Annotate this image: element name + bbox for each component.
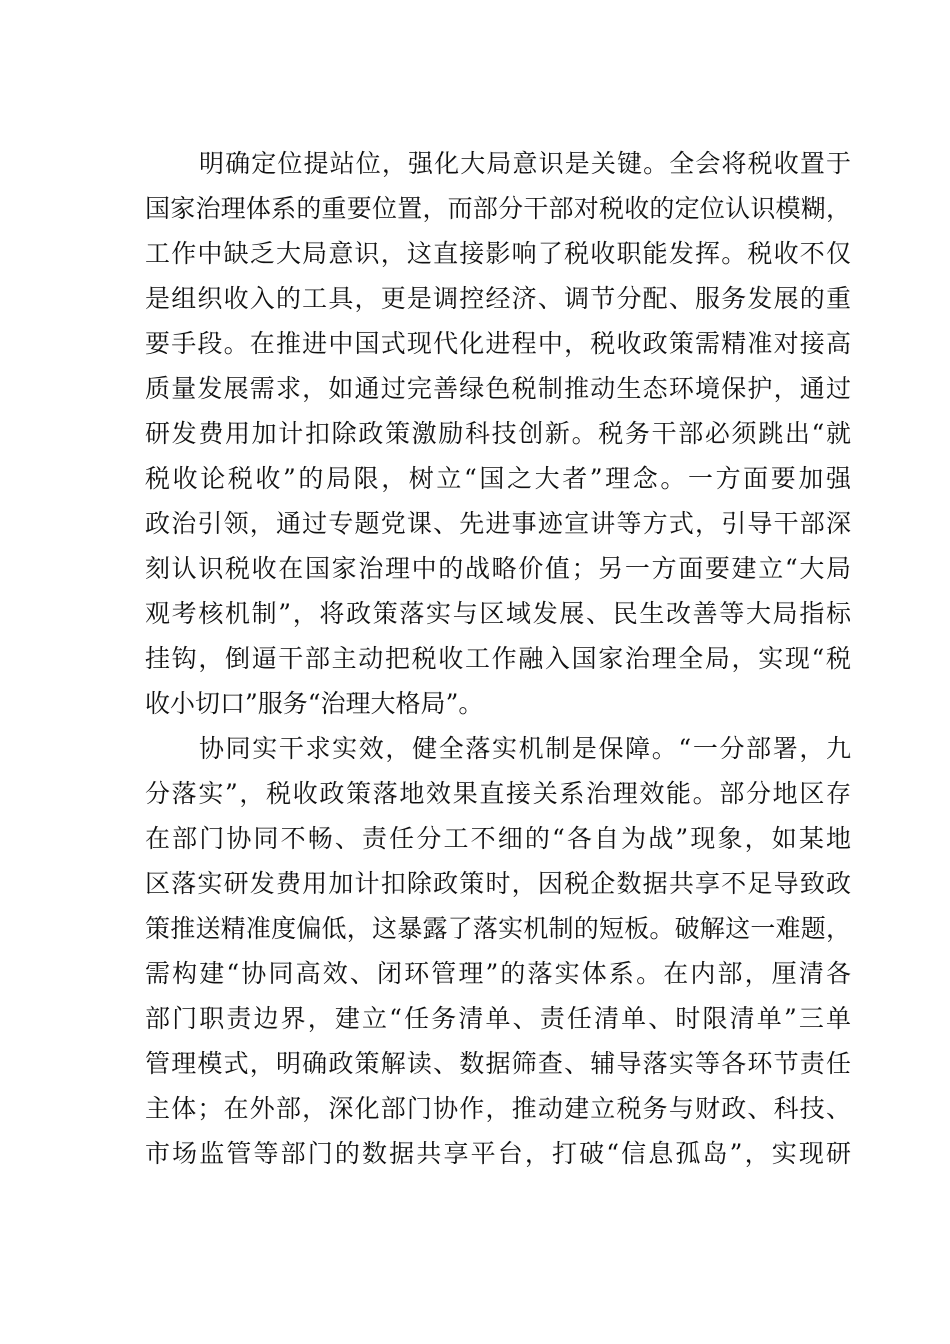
text-line: 策推送精准度偏低，这暴露了落实机制的短板。破解这一难题， bbox=[145, 914, 851, 943]
text-line: 市场监管等部门的数据共享平台，打破“信息孤岛”，实现研 bbox=[145, 1139, 851, 1168]
text-line: 挂钩，倒逼干部主动把税收工作融入国家治理全局，实现“税 bbox=[145, 644, 851, 673]
text-line: 是组织收入的工具，更是调控经济、调节分配、服务发展的重 bbox=[145, 284, 851, 313]
text-line: 研发费用加计扣除政策激励科技创新。税务干部必须跳出“就 bbox=[145, 419, 851, 448]
text-line: 区落实研发费用加计扣除政策时，因税企数据共享不足导致政 bbox=[145, 869, 851, 898]
text-line: 管理模式，明确政策解读、数据筛查、辅导落实等各环节责任 bbox=[145, 1049, 851, 1078]
text-line: 工作中缺乏大局意识，这直接影响了税收职能发挥。税收不仅 bbox=[145, 239, 851, 268]
text-line: 质量发展需求，如通过完善绿色税制推动生态环境保护，通过 bbox=[145, 374, 851, 403]
document-page bbox=[145, 141, 851, 1176]
text-line: 在部门协同不畅、责任分工不细的“各自为战”现象，如某地 bbox=[145, 824, 851, 853]
text-line: 收小切口”服务“治理大格局”。 bbox=[145, 689, 484, 718]
text-line: 要手段。在推进中国式现代化进程中，税收政策需精准对接高 bbox=[145, 329, 851, 358]
text-line: 国家治理体系的重要位置，而部分干部对税收的定位认识模糊， bbox=[145, 194, 851, 223]
text-line: 政治引领，通过专题党课、先进事迹宣讲等方式，引导干部深 bbox=[145, 509, 851, 538]
paragraph bbox=[145, 726, 851, 1176]
text-line: 税收论税收”的局限，树立“国之大者”理念。一方面要加强 bbox=[145, 464, 851, 493]
text-line: 明确定位提站位，强化大局意识是关键。全会将税收置于 bbox=[199, 149, 851, 178]
text-line: 刻认识税收在国家治理中的战略价值；另一方面要建立“大局 bbox=[145, 554, 851, 583]
paragraph bbox=[145, 141, 851, 726]
text-line: 协同实干求实效，健全落实机制是保障。“一分部署，九 bbox=[199, 734, 851, 763]
text-line: 部门职责边界，建立“任务清单、责任清单、时限清单”三单 bbox=[145, 1004, 851, 1033]
text-line: 需构建“协同高效、闭环管理”的落实体系。在内部，厘清各 bbox=[145, 959, 851, 988]
text-line: 分落实”，税收政策落地效果直接关系治理效能。部分地区存 bbox=[145, 779, 851, 808]
text-line: 观考核机制”，将政策落实与区域发展、民生改善等大局指标 bbox=[145, 599, 851, 628]
text-line: 主体；在外部，深化部门协作，推动建立税务与财政、科技、 bbox=[145, 1094, 851, 1123]
